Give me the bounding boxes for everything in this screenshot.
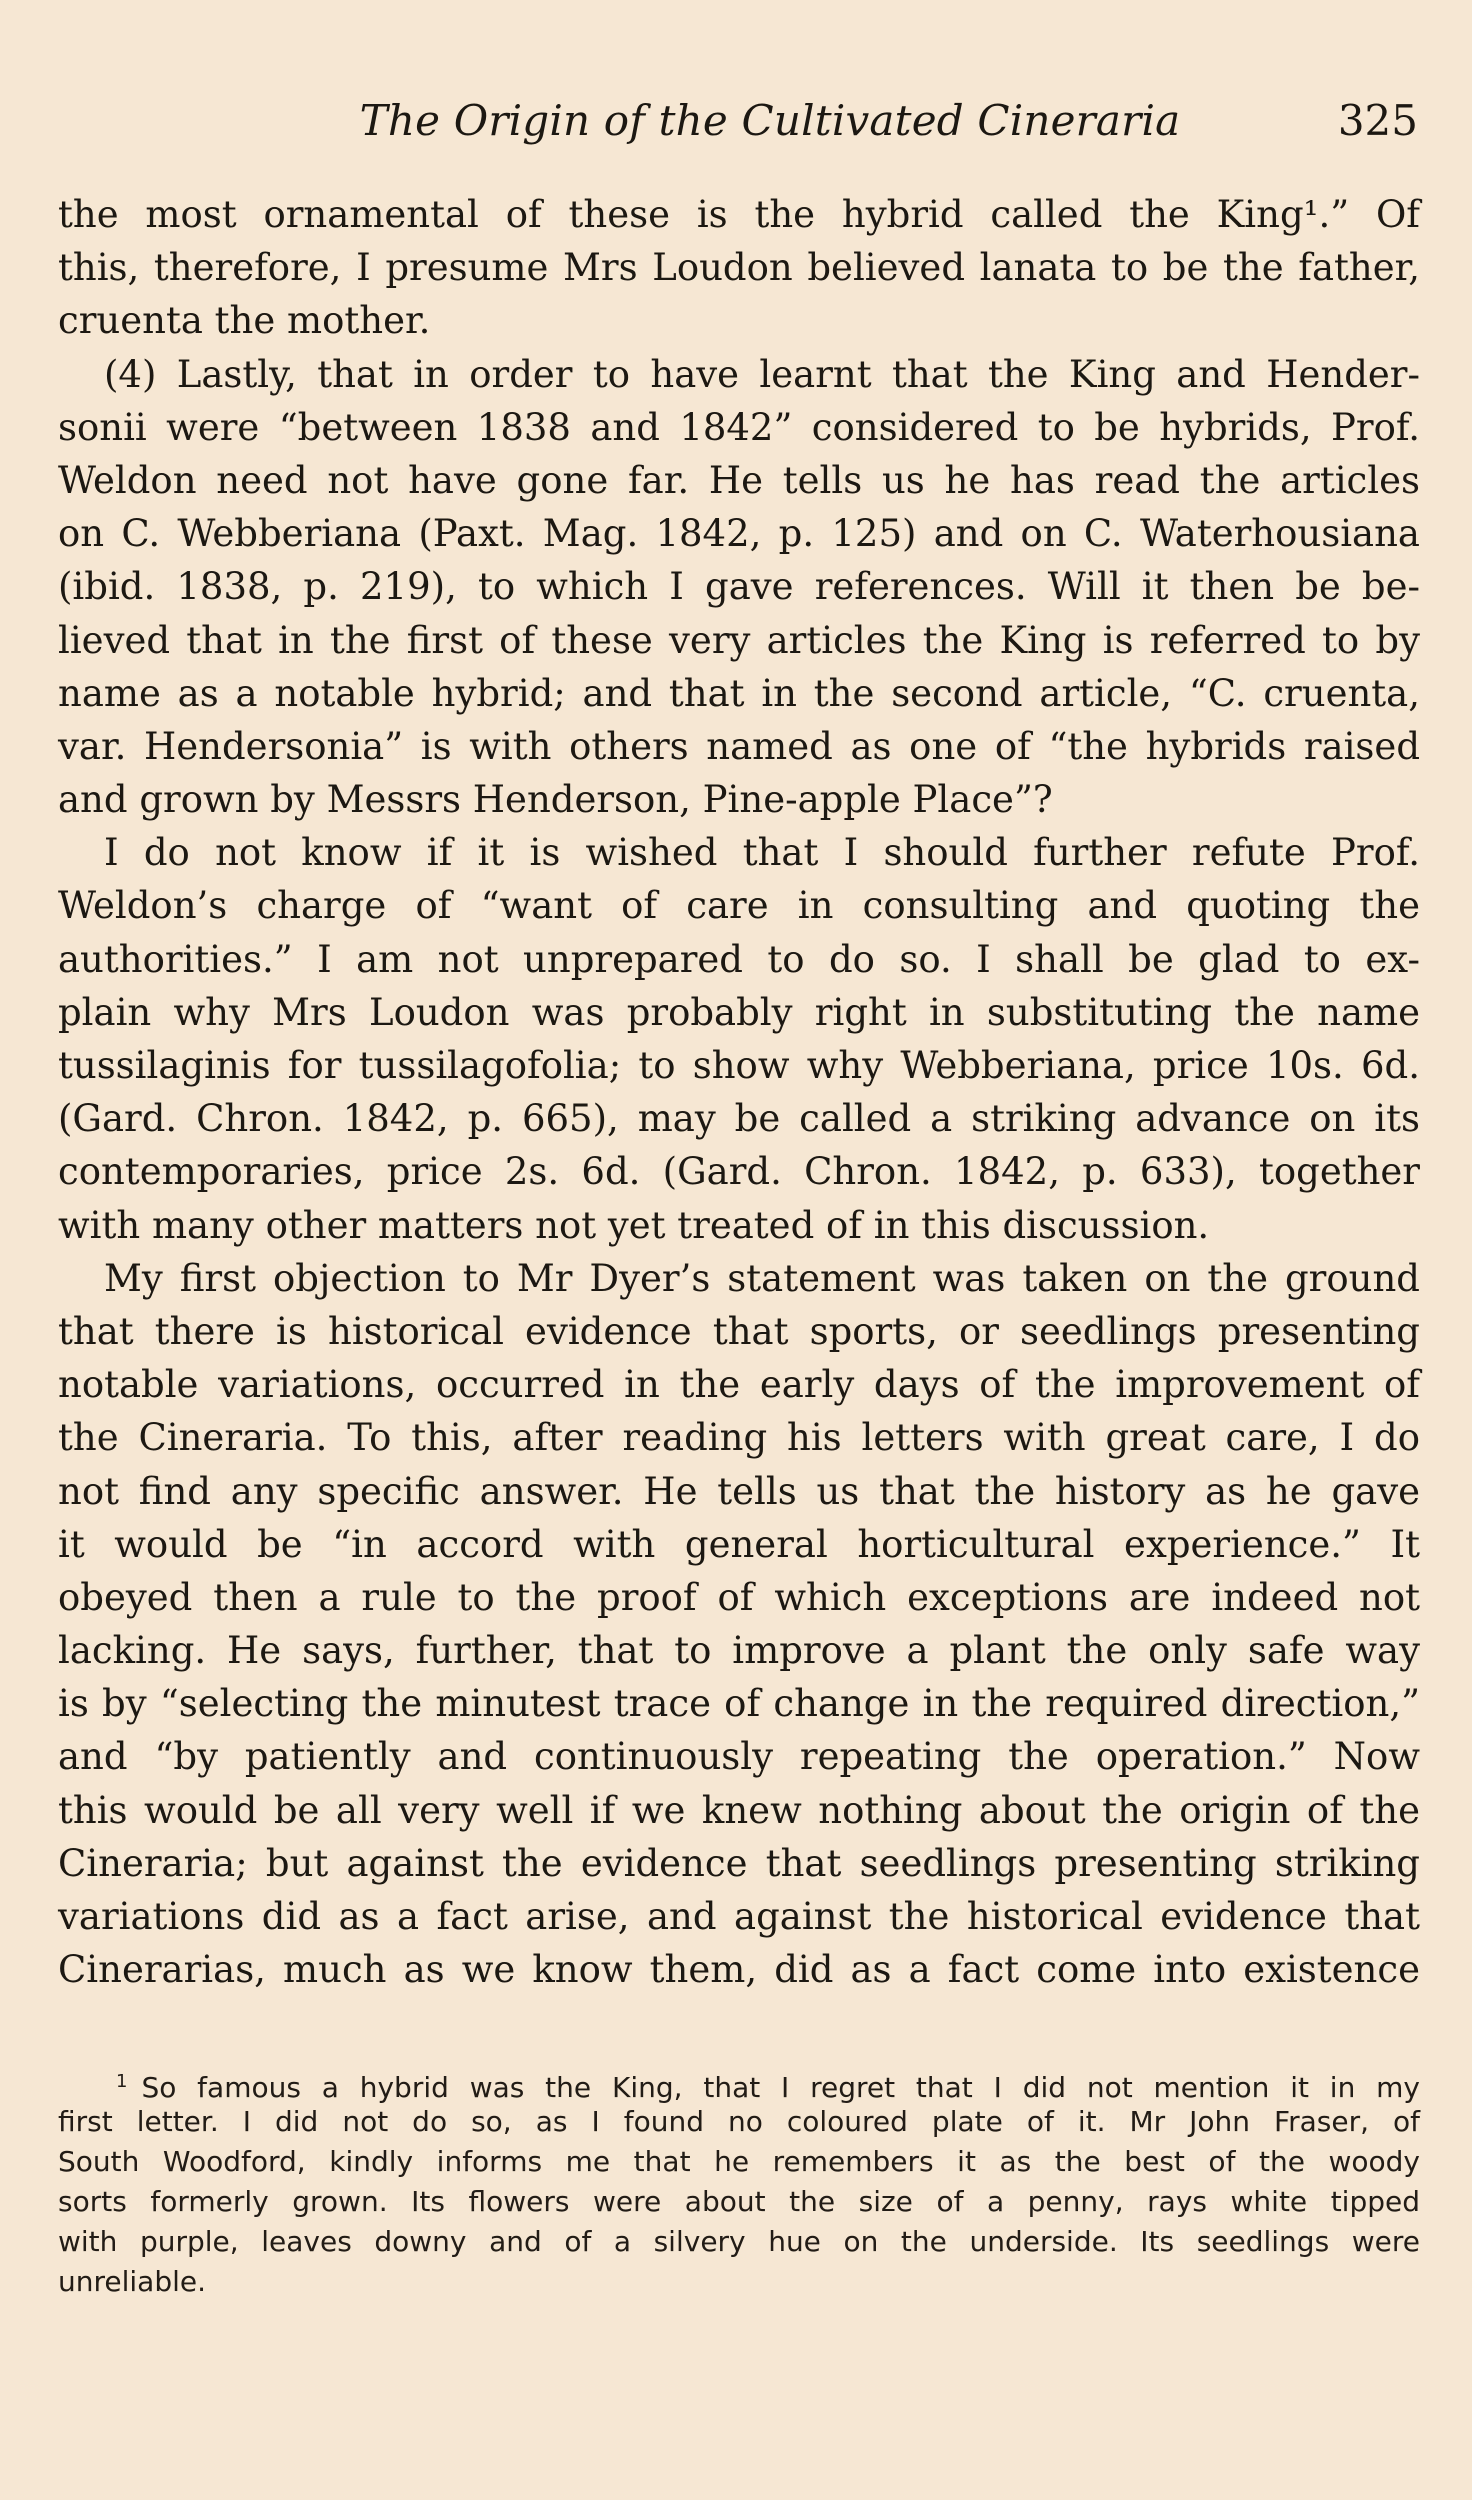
text-line: notable variations, occurred in the early days of the improvement of: [58, 1363, 1420, 1407]
footnote-line-text: unreliable.: [58, 2265, 207, 2298]
text-line: this would be all very well if we knew nothing about the origin of the: [58, 1788, 1420, 1832]
text-line: and “by patiently and continuously repeating the operation.” Now: [58, 1735, 1420, 1779]
text-line: (ibid. 1838, p. 219), to which I gave references. Will it then be be-: [58, 565, 1420, 609]
footnote-line-text: sorts formerly grown. Its flowers were about the size of a penny, rays white tipped: [58, 2185, 1420, 2218]
text-line: I do not know if it is wished that I should further refute Prof.: [104, 831, 1420, 875]
text-line: authorities.” I am not unprepared to do so. I shall be glad to ex-: [58, 937, 1420, 981]
text-line: lacking. He says, further, that to improve a plant the only safe way: [58, 1629, 1420, 1673]
text-line: on C. Webberiana (Paxt. Mag. 1842, p. 125) and on C. Waterhousiana: [58, 512, 1420, 556]
text-line: the most ornamental of these is the hybrid called the King¹.” Of: [58, 193, 1420, 236]
text-line: var. Hendersonia” is with others named as one of “the hybrids raised: [58, 724, 1420, 768]
text-line: Cinerarias, much as we know them, did as a fact come into existence: [58, 1948, 1420, 1992]
footnote-line-text: So famous a hybrid was the King, that I regret that I did not mention it in my: [141, 2071, 1420, 2104]
text-line: plain why Mrs Loudon was probably right in substituting the name: [58, 990, 1420, 1034]
text-line: variations did as a fact arise, and against the historical evidence that: [58, 1895, 1420, 1938]
text-line: Cineraria; but against the evidence that seedlings presenting striking: [58, 1841, 1420, 1885]
footnote: [58, 2062, 1420, 2302]
text-line: not find any specific answer. He tells us that the history as he gave: [58, 1469, 1420, 1513]
text-line: and grown by Messrs Henderson, Pine-apple Place”?: [58, 778, 1053, 822]
text-line: tussilaginis for tussilagofolia; to show why Webberiana, price 10s. 6d.: [58, 1044, 1420, 1087]
page-number: 325: [1337, 96, 1418, 145]
text-line: Weldon need not have gone far. He tells us he has read the articles: [58, 458, 1420, 502]
text-line: cruenta the mother.: [58, 299, 431, 343]
text-line: is by “selecting the minutest trace of change in the required direction,”: [58, 1682, 1420, 1726]
text-line: (4) Lastly, that in order to have learnt that the King and Hender-: [104, 352, 1420, 396]
footnote-line-text: first letter. I did not do so, as I found no coloured plate of it. Mr John Fraser, of: [58, 2105, 1420, 2138]
text-line: name as a notable hybrid; and that in the second article, “C. cruenta,: [58, 671, 1420, 715]
text-line: it would be “in accord with general horticultural experience.” It: [58, 1522, 1420, 1566]
text-line: the Cineraria. To this, after reading his letters with great care, I do: [58, 1416, 1420, 1460]
text-line: sonii were “between 1838 and 1842” considered to be hybrids, Prof.: [58, 405, 1420, 449]
page-header: [58, 88, 1418, 158]
text-line: (Gard. Chron. 1842, p. 665), may be called a striking advance on its: [58, 1097, 1420, 1141]
footnote-line: [58, 2142, 1420, 2182]
text-line: Weldon’s charge of “want of care in consulting and quoting the: [58, 884, 1420, 928]
text-line: obeyed then a rule to the proof of which exceptions are indeed not: [58, 1575, 1420, 1619]
footnote-line: [58, 2222, 1420, 2262]
footnote-line-text: South Woodford, kindly informs me that he remembers it as the best of the woody: [58, 2145, 1420, 2178]
text-line: that there is historical evidence that sports, or seedlings presenting: [58, 1309, 1420, 1353]
footnote-line: [58, 2182, 1420, 2222]
text-line: this, therefore, I presume Mrs Loudon believed lanata to be the father,: [58, 246, 1420, 290]
footnote-marker: 1: [116, 2071, 128, 2092]
footnote-line: [58, 2102, 1420, 2142]
footnote-line: [58, 2262, 1420, 2302]
running-title: The Origin of the Cultivated Cineraria: [359, 96, 1181, 145]
text-line: lieved that in the first of these very articles the King is referred to by: [58, 618, 1420, 662]
text-line: contemporaries, price 2s. 6d. (Gard. Chron. 1842, p. 633), together: [58, 1150, 1420, 1194]
text-line: with many other matters not yet treated of in this discussion.: [58, 1203, 1210, 1247]
footnote-line: [58, 2062, 1420, 2102]
body-text: [58, 188, 1420, 1996]
text-line: My first objection to Mr Dyer’s statement was taken on the ground: [104, 1256, 1420, 1300]
footnote-line-text: with purple, leaves downy and of a silvery hue on the underside. Its seedlings were: [58, 2225, 1420, 2258]
